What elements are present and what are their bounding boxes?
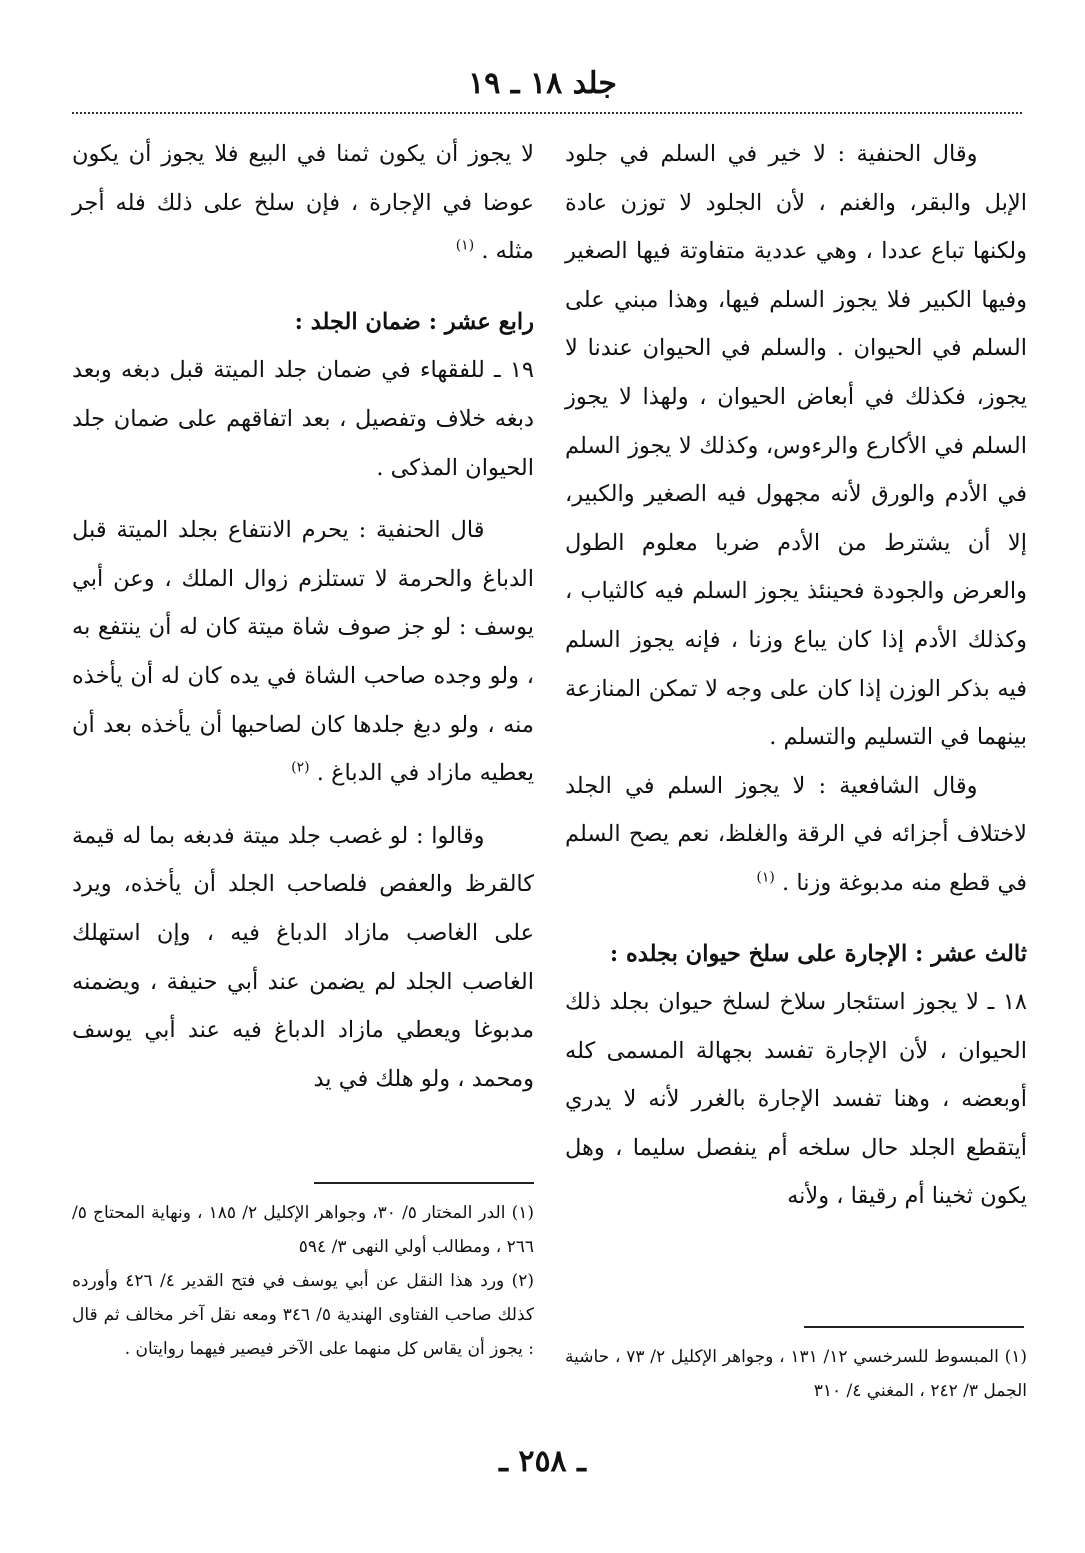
qalu-paragraph: وقالوا : لو غصب جلد ميتة فدبغه بما له قيمة كالقرظ والعفص فلصاحب الجلد أن يأخذه، ويرد على الغاصب مازاد الدباغ فيه ، وإن استهلك الغاصب الجلد لم يضمن عند أبي حنيفة ، ويضمنه مدبوغا ويعطي مازاد الدباغ فيه عند أبي يوسف ومحمد ، ولو هلك في يد [72,822,534,1092]
footnote-ref: (١) [756,869,775,886]
spacer [565,908,1027,930]
section-heading-14: رابع عشر : ضمان الجلد : [294,308,534,335]
footnote-ref: (٢) [291,759,310,776]
footnote-item: (٢) ورد هذا النقل عن أبي يوسف في فتح القدير ٤/ ٤٢٦ وأورده كذلك صاحب الفتاوى الهندية ٥/ ٣٤٦ ومعه نقل آخر مخالف ثم قال : يجوز أن يقاس كل منهما على الآخر فيصير فيهما روايتان . [72,1271,535,1359]
shafii-paragraph: وقال الشافعية : لا يجوز السلم في الجلد لاختلاف أجزائه في الرقة والغلظ، نعم يصح السلم في قطع منه مدبوغة وزنا . $^{(١)}$ [565,772,1027,896]
footnote-rule-left [314,1182,534,1184]
paragraph-19: ١٩ ـ للفقهاء في ضمان جلد الميتة قبل دبغه وبعد دبغه خلاف وتفصيل ، بعد اتفاقهم على ضمان جلد الحيوان المذكى . [72,357,534,481]
section-heading-13: ثالث عشر : الإجارة على سلخ حيوان بجلده : [609,940,1027,967]
hanafi-paragraph-left: قال الحنفية : يحرم الانتفاع بجلد الميتة قبل الدباغ والحرمة لا تستلزم زوال الملك ، وعن أبي يوسف : لو جز صوف شاة ميتة كان له أن ينتفع به ، ولو وجده صاحب الشاة في يده كان له أن يأخذه منه ، ولو دبغ جلدها كان لصاحبها أن يأخذه بعد أن يعطيه مازاد في الدباغ . $^{(٢)}$ [72,517,534,787]
spacer [72,492,534,506]
spacer [72,276,534,298]
left-column [72,130,534,1103]
spacer [72,798,534,812]
footnote-item: (١) المبسوط للسرخسي ١٢/ ١٣١ ، وجواهر الإكليل ٢/ ٧٣ ، حاشية الجمل ٣/ ٢٤٢ ، المغني ٤/ ٣١٠ [565,1347,1027,1401]
footnote-item: (١) الدر المختار ٥/ ٣٠، وجواهر الإكليل ٢/ ١٨٥ ، ونهاية المحتاج ٥/ ٢٦٦ ، ومطالب أولي النهى ٣/ ٥٩٤ [72,1203,534,1257]
footnote-rule-right [804,1326,1024,1328]
right-column [565,130,1027,1221]
footnote-ref: (١) [455,237,475,254]
header-divider [72,112,1022,114]
running-header: جلد ١٨ ـ ١٩ [468,66,617,101]
paragraph-18: ١٨ ـ لا يجوز استئجار سلاخ لسلخ حيوان بجلد ذلك الحيوان ، لأن الإجارة تفسد بجهالة المسمى كله أوبعضه ، وهنا تفسد الإجارة بالغرر لأنه لا يدري أيتقطع الجلد حال سلخه أم ينفصل سليما ، وهل يكون ثخينا أم رقيقا ، ولأنه [565,989,1027,1210]
continuation-paragraph: لا يجوز أن يكون ثمنا في البيع فلا يجوز أن يكون عوضا في الإجارة ، فإن سلخ على ذلك فله أجر مثله . $^{(١)}$ [72,141,534,265]
footnotes-right [565,1340,1027,1408]
hanafi-paragraph-right: وقال الحنفية : لا خير في السلم في جلود الإبل والبقر، والغنم ، لأن الجلود لا توزن عادة ولكنها تباع عددا ، وهي عددية متفاوتة فيها الصغير وفيها الكبير فلا يجوز السلم فيها، وهذا مبني على السلم في الحيوان . والسلم في الحيوان عندنا لا يجوز، فكذلك في أبعاض الحيوان ، ولهذا لا يجوز السلم في الأكارع والرءوس، وكذلك لا يجوز السلم في الأدم والورق لأنه مجهول فيه الصغير والكبير، إلا أن يشترط من الأدم ضربا معلوم الطول والعرض والجودة فحينئذ يجوز السلم فيه كالثياب ، وكذلك الأدم إذا كان يباع وزنا ، فإنه يجوز السلم فيه بذكر الوزن إذا كان على وجه لا تمكن المنازعة بينهما في التسليم والتسلم . [565,141,1027,751]
page-number: ـ ٢٥٨ ـ [499,1444,586,1479]
footnotes-left [72,1196,534,1366]
